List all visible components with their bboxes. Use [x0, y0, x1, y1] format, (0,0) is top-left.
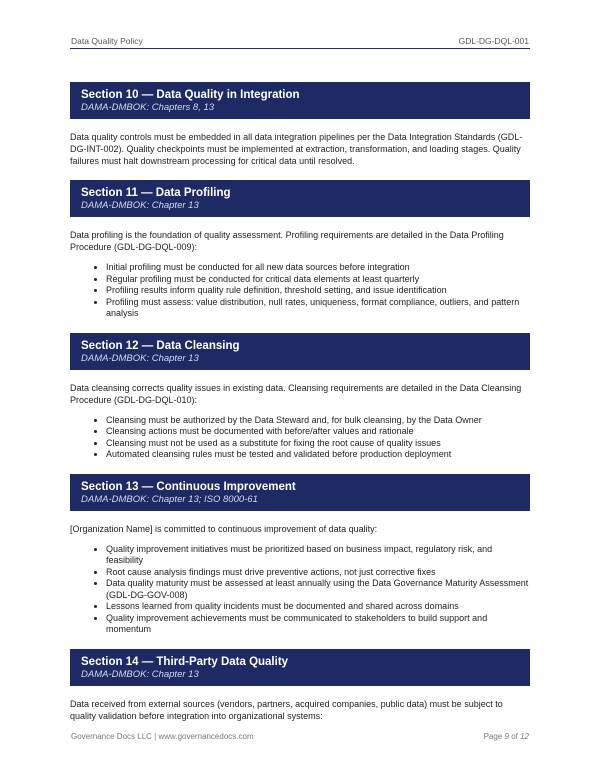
page-number — [484, 732, 529, 741]
bullet-list — [70, 262, 530, 320]
section-paragraph: Data profiling is the foundation of quality assessment. Profiling requirements are detailed in the Data Profiling Procedure (GDL-DG-DQL-009): — [70, 230, 504, 252]
section-title: Section 10 — Data Quality in Integration — [81, 89, 300, 101]
list-item: • Quality improvement initiatives must be prioritized based on business impact, regulatory risk, and feasibility — [106, 544, 530, 567]
section-paragraph: Data cleansing corrects quality issues in existing data. Cleansing requirements are detailed in the Data Cleansing Procedure (GDL-DG-DQL-010): — [70, 382, 522, 405]
list-item: • Profiling results inform quality rule definition, threshold setting, and issue identification — [106, 285, 530, 297]
section-14-header — [70, 649, 530, 686]
section-paragraph: Data received from external sources (vendors, partners, acquired companies, public data) must be subject to quality validation before integration into organizational systems: — [70, 698, 503, 721]
section-paragraph: Data quality controls must be embedded in all data integration pipelines per the Data Integration Standards (GDL-DG-INT-002). Quality checkpoints must be implemented at extraction, transformation, and loading stages. Quality failures must halt downstream processing for critical data until resolved. — [70, 132, 523, 166]
page-body — [70, 82, 530, 731]
list-item: • Lessons learned from quality incidents must be documented and shared across domains — [106, 601, 530, 613]
section-title: Section 14 — Third-Party Data Quality — [81, 655, 289, 668]
list-item: • Automated cleansing rules must be tested and validated before production deployment — [106, 449, 530, 461]
section-12-header — [70, 333, 530, 370]
section-reference: DAMA-DMBOK: Chapter 13; ISO 8000-61 — [81, 493, 258, 505]
bullet-list — [70, 544, 530, 636]
section-reference: DAMA-DMBOK: Chapters 8, 13 — [81, 102, 215, 113]
section-reference: DAMA-DMBOK: Chapter 13 — [81, 200, 199, 211]
page-header — [70, 36, 530, 49]
bullet-list — [70, 415, 530, 461]
section-13-header — [70, 474, 530, 511]
document-id: GDL-DG-DQL-001 — [458, 36, 529, 46]
total-pages: 12 — [520, 732, 529, 741]
current-page: 9 — [504, 732, 509, 741]
list-item: • Profiling must assess: value distribution, null rates, uniqueness, format compliance, outliers, and pattern analysis — [106, 297, 530, 320]
section-title: Section 13 — Continuous Improvement — [81, 480, 296, 493]
section-reference: DAMA-DMBOK: Chapter 13 — [81, 352, 199, 364]
page-label: Page — [483, 732, 503, 741]
section-title: Section 11 — Data Profiling — [81, 187, 231, 199]
list-item: • Quality improvement achievements must be communicated to stakeholders to build support and momentum — [106, 613, 530, 636]
section-title: Section 12 — Data Cleansing — [81, 339, 240, 352]
list-item: • Cleansing must be authorized by the Data Steward and, for bulk cleansing, by the Data Owner — [106, 415, 530, 427]
footer-company: Governance Docs LLC | www.governancedocs.com — [71, 732, 254, 741]
section-paragraph: [Organization Name] is committed to continuous improvement of data quality: — [70, 523, 378, 534]
section-reference: DAMA-DMBOK: Chapter 13 — [81, 668, 199, 680]
list-item: • Data quality maturity must be assessed at least annually using the Data Governance Maturity Assessment (GDL-DG-GOV-008) — [106, 578, 530, 601]
section-10-header — [70, 82, 530, 119]
section-11-header — [70, 180, 530, 217]
of-label: of — [511, 732, 518, 741]
list-item: • Root cause analysis findings must drive preventive actions, not just corrective fixes — [106, 567, 530, 579]
document-title: Data Quality Policy — [71, 36, 143, 46]
list-item: • Regular profiling must be conducted for critical data elements at least quarterly — [106, 274, 530, 286]
list-item: • Cleansing actions must be documented with before/after values and rationale — [106, 426, 530, 438]
list-item: • Cleansing must not be used as a substitute for fixing the root cause of quality issues — [106, 438, 530, 450]
list-item: • Initial profiling must be conducted for all new data sources before integration — [106, 262, 530, 274]
